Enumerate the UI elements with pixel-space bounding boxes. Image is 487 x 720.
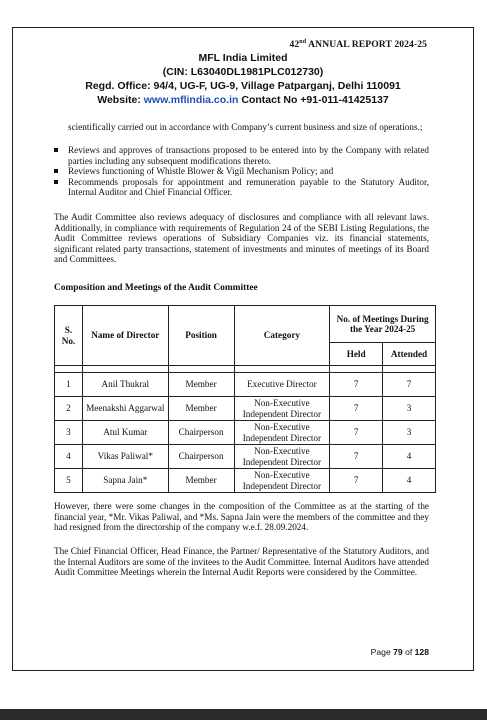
page-number: Page 79 of 128 xyxy=(370,647,429,657)
header-attended: Attended xyxy=(383,343,436,366)
header-position: Position xyxy=(168,306,234,366)
bullet-icon xyxy=(54,180,58,184)
audit-committee-paragraph: The Audit Committee also reviews adequacy of disclosures and compliance with all relevant laws. Additionally, in compliance with requirements of Regulation 24 of the SEBI Listing Regulations, the Audit Committee reviews operations of Subsidiary Companies viz. its financial statements, significant related party transactions, statement of investments and minutes of meetings of its Board and Committees. xyxy=(54,212,429,265)
table-row: 3 Atul Kumar Chairperson Non-Executive Independent Director 7 3 xyxy=(55,421,436,445)
bullet-icon xyxy=(54,148,58,152)
bullet-icon xyxy=(54,169,58,173)
composition-change-paragraph: However, there were some changes in the composition of the Committee as at the starting of the financial year, *Mr. Vikas Paliwal, and *Ms. Sapna Jain were the members of the committee and they had resigned from the directorship of the company w.e.f. 28.09.2024. xyxy=(54,501,429,533)
table-row: 2 Meenakshi Aggarwal Member Non-Executive Independent Director 7 3 xyxy=(55,397,436,421)
header-sno: S. No. xyxy=(55,306,83,366)
table-row: 1 Anil Thukral Member Executive Director 7 7 xyxy=(55,373,436,397)
registered-office: Regd. Office: 94/4, UG-F, UG-9, Village Patparganj, Delhi 110091 xyxy=(85,80,401,92)
website-link[interactable]: www.mflindia.co.in xyxy=(143,94,239,106)
table-row: 5 Sapna Jain* Member Non-Executive Independent Director 7 4 xyxy=(55,469,436,493)
list-item: Reviews functioning of Whistle Blower & Vigil Mechanism Policy; and xyxy=(54,166,429,177)
list-item: Reviews and approves of transactions proposed to be entered into by the Company with related parties including any subsequent modifications thereto. xyxy=(54,145,429,166)
website-contact-line xyxy=(12,94,474,106)
contact-number: Contact No +91-011-41425137 xyxy=(238,94,389,106)
audit-committee-table xyxy=(54,305,436,493)
header-held: Held xyxy=(330,343,383,366)
company-cin: (CIN: L63040DL1981PLC012730) xyxy=(162,66,324,78)
invitees-paragraph: The Chief Financial Officer, Head Finance, the Partner/ Representative of the Statutory Auditors, and the Internal Auditors are some of the invitees to the Audit Committee. Internal Auditors have attended Audit Committee Meetings wherein the Internal Audit Reports were considered by the Committee. xyxy=(54,546,429,578)
section-title: Composition and Meetings of the Audit Committee xyxy=(54,283,258,293)
table-row: 4 Vikas Paliwal* Chairperson Non-Executive Independent Director 7 4 xyxy=(55,445,436,469)
header-category: Category xyxy=(234,306,330,366)
header-meetings: No. of Meetings During the Year 2024-25 xyxy=(330,306,436,343)
continued-text: scientifically carried out in accordance with Company’s current business and size of operations.; xyxy=(68,122,423,132)
viewer-bottom-bar xyxy=(0,709,487,720)
header-name: Name of Director xyxy=(82,306,168,366)
report-title: 42nd ANNUAL REPORT 2024-25 xyxy=(289,39,427,51)
list-item: Recommends proposals for appointment and remuneration payable to the Statutory Auditor, Internal Auditor and Chief Financial Officer. xyxy=(54,177,429,198)
responsibility-list xyxy=(54,145,429,198)
company-name: MFL India Limited xyxy=(198,52,288,64)
website-label: Website: xyxy=(97,94,144,106)
